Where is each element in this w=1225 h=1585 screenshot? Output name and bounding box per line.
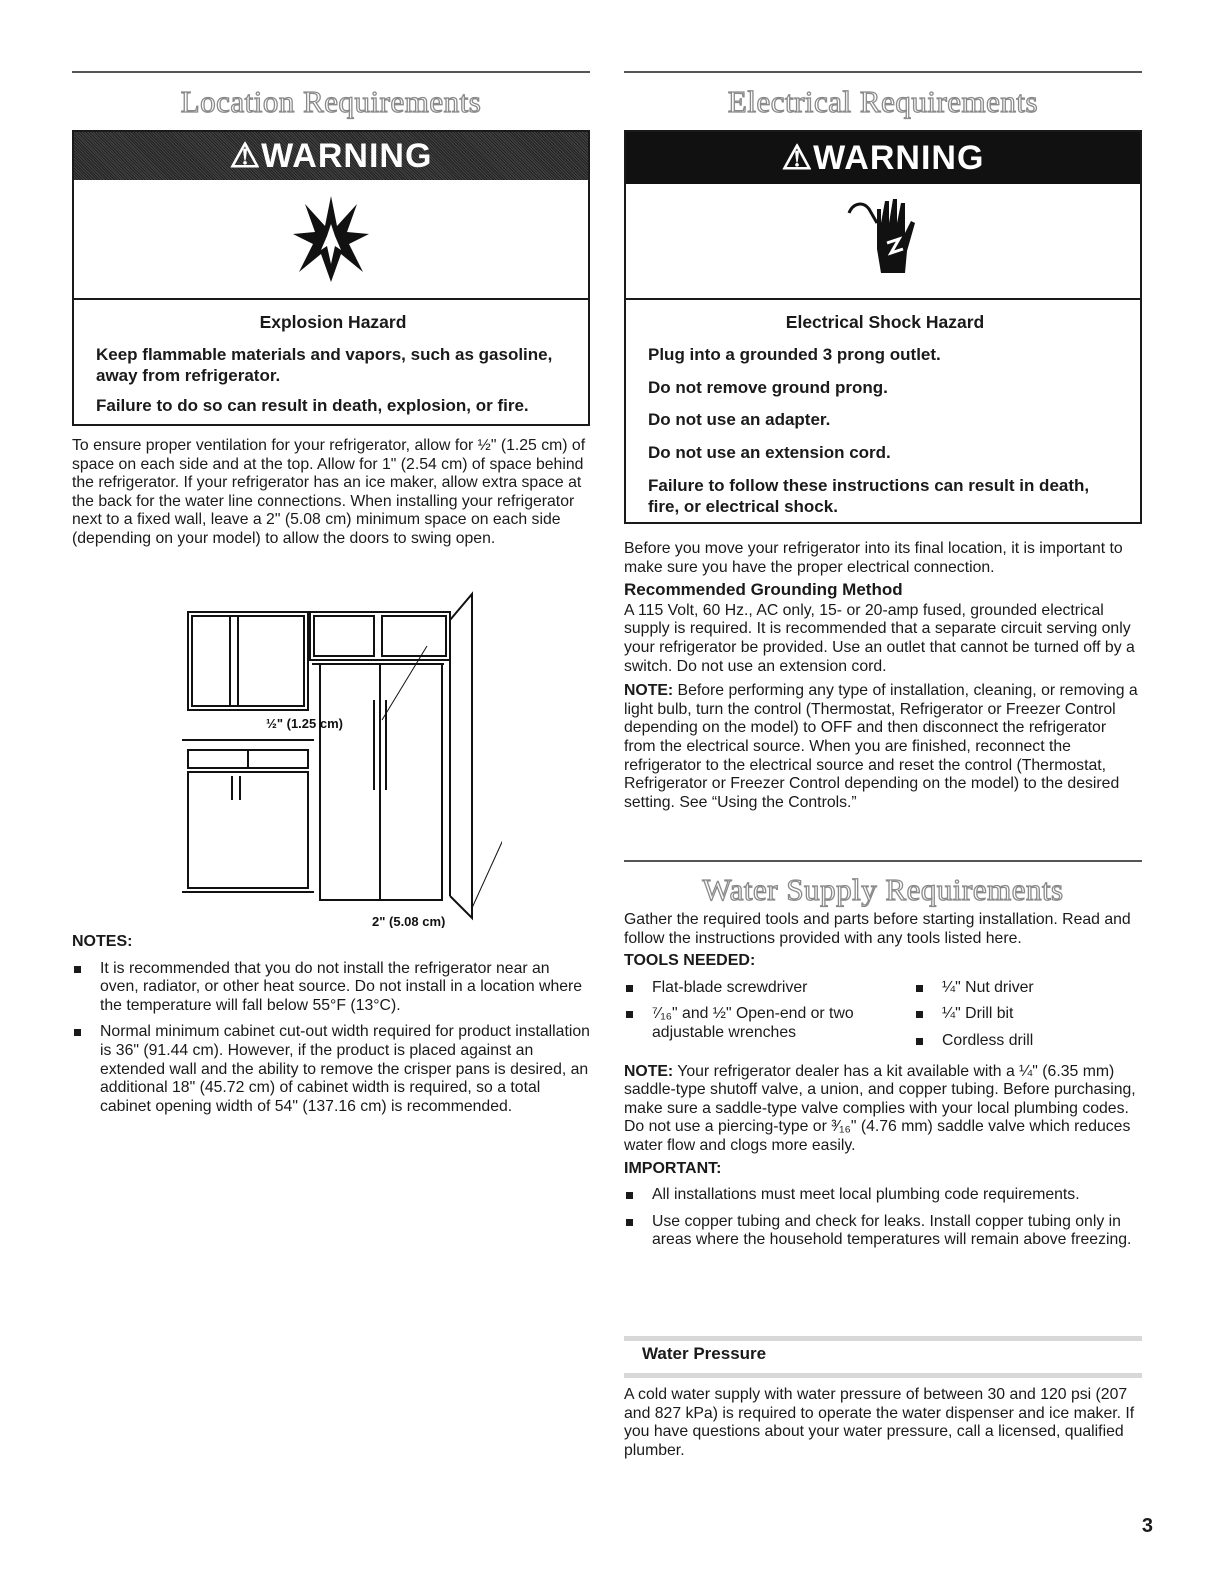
note-label: NOTE: [624, 1062, 674, 1080]
warning-label: WARNING [261, 137, 433, 175]
notes-section [72, 933, 590, 1124]
warning-header [626, 132, 1140, 184]
grounding-paragraph: A 115 Volt, 60 Hz., AC only, 15- or 20-amp fused, grounded electrical supply is required. It is recommended that a separate circuit serving only your refrigerator be provided. Use an outlet that cannot be turned off by a switch. Do not use an extension cord. [624, 601, 1135, 675]
electric-shock-hand-icon [626, 184, 1140, 300]
hazard-title: Explosion Hazard [259, 312, 407, 332]
important-heading: IMPORTANT: [624, 1159, 722, 1177]
note-item: Normal minimum cabinet cut-out width required for product installation is 36" (91.44 cm). However, if the product is placed against an extended wall and the ability to remove the crisper pans is desired, an additional 18" (45.72 cm) of cabinet width is required, so a total cabinet opening width of 54" (137.16 cm) is recommended. [72, 1023, 590, 1116]
shock-warning-box [624, 130, 1142, 524]
electrical-title: Electrical Requirements [727, 84, 1039, 119]
warning-line: Failure to do so can result in death, explosion, or fire. [96, 396, 529, 416]
note-label: NOTE: [624, 682, 674, 700]
warning-triangle-icon: ⚠ [229, 137, 262, 175]
warning-line: Do not use an extension cord. [648, 443, 891, 463]
clearance-label-bottom: 2" (5.08 cm) [372, 914, 446, 928]
water-text [624, 911, 1142, 1258]
important-item: Use copper tubing and check for leaks. Install copper tubing only in areas where the household temperatures will remain above freezing. [624, 1213, 1142, 1250]
important-item: All installations must meet local plumbing code requirements. [624, 1186, 1142, 1205]
water-intro: Gather the required tools and parts before starting installation. Read and follow the instructions provided with any tools listed here. [624, 911, 1131, 947]
tool-item: ¼" Nut driver [914, 979, 1142, 998]
notes-heading: NOTES: [72, 933, 133, 950]
water-section-rule [624, 860, 1142, 862]
location-title: Location Requirements [180, 84, 482, 119]
warning-line: Plug into a grounded 3 prong outlet. [648, 345, 941, 364]
tools-list [624, 979, 1142, 1059]
explosion-warning-box [72, 130, 590, 426]
tool-item: Flat-blade screwdriver [624, 979, 914, 998]
warning-label: WARNING [813, 139, 985, 177]
electrical-note [624, 682, 1142, 812]
water-pressure-header [624, 1336, 1142, 1378]
water-pressure-paragraph: A cold water supply with water pressure of between 30 and 120 psi (207 and 827 kPa) is required to operate the water dispenser and ice maker. If you have questions about your water pressure, call a licensed, qualified plumber. [624, 1386, 1135, 1459]
warning-line: Keep flammable materials and vapors, such as gasoline, away from refrigerator. [96, 345, 553, 385]
warning-line: Do not use an adapter. [648, 410, 831, 430]
warning-line: Failure to follow these instructions can result in death, fire, or electrical shock. [648, 475, 1090, 516]
warning-line: Do not remove ground prong. [648, 377, 888, 397]
tool-item: ¼" Drill bit [914, 1005, 1142, 1024]
ventilation-paragraph: To ensure proper ventilation for your refrigerator, allow for ½" (1.25 cm) of space on each side and at the top. Allow for 1" (2.54 cm) of space behind the refrigerator. If your refrigerator has an ice maker, allow extra space at the back for the water line connections. When installing your refrigerator next to a fixed wall, leave a 2" (5.08 cm) minimum space on each side (depending on your model) to allow the doors to swing open. [72, 437, 586, 547]
water-pressure-heading: Water Pressure [642, 1344, 767, 1363]
note-text: Before performing any type of installation, cleaning, or removing a light bulb, turn the control (Thermostat, Refrigerator or Freezer Control depending on the model) to OFF and then disconnect the refrigerator from the electrical source. When you are finished, reconnect the refrigerator to the electrical source and reset the control (Thermostat, Refrigerator or Freezer Control depending on the model) to the desired setting. See “Using the Controls.” [624, 682, 1138, 811]
note-item: It is recommended that you do not install the refrigerator near an oven, radiator, or other heat source. Do not install in a location where the temperature will fall below 55°F (13°C). [72, 960, 590, 1016]
clearance-label-top: ½" (1.25 cm) [266, 716, 343, 731]
water-note [624, 1063, 1142, 1156]
top-rule-right [624, 71, 1142, 73]
hazard-title: Electrical Shock Hazard [785, 312, 985, 332]
tools-heading: TOOLS NEEDED: [624, 952, 756, 970]
water-title: Water Supply Requirements [702, 872, 1064, 907]
electrical-intro: Before you move your refrigerator into its final location, it is important to make sure you have the proper electrical connection. [624, 540, 1123, 576]
tool-item: ⁷⁄₁₆" and ½" Open-end or two adjustable wrenches [624, 1005, 914, 1042]
top-rule-left [72, 71, 590, 73]
explosion-icon [74, 180, 588, 300]
warning-triangle-icon: ⚠ [781, 139, 814, 177]
note-text: Your refrigerator dealer has a kit available with a ¼" (6.35 mm) saddle-type shutoff valve, a union, and copper tubing. Before purchasing, make sure a saddle-type valve complies with your local plumbing codes. Do not use a piercing-type or ³⁄₁₆" (4.76 mm) saddle valve which reduces water flow and clogs more easily. [624, 1062, 1136, 1154]
grounding-heading: Recommended Grounding Method [624, 580, 903, 600]
tool-item: Cordless drill [914, 1032, 1142, 1051]
electrical-text [624, 540, 1142, 812]
warning-header [74, 132, 588, 180]
page-number: 3 [1141, 1515, 1153, 1537]
cabinet-clearance-diagram [182, 590, 502, 928]
